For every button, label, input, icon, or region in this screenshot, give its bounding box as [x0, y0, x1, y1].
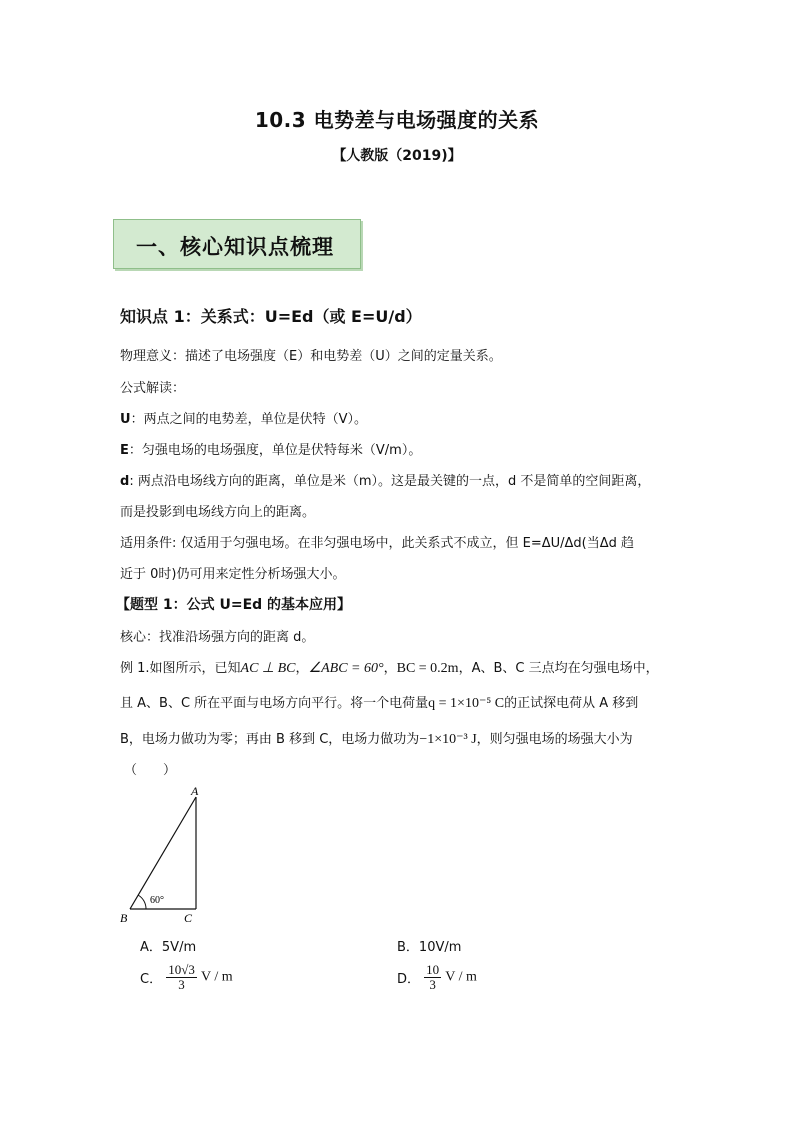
type1-title: 【题型 1：公式 U=Ed 的基本应用】	[116, 597, 352, 613]
option-d-fraction	[424, 963, 441, 992]
example-line1-a: 例 1.如图所示，已知	[120, 661, 241, 676]
option-d-label: D．	[397, 972, 421, 987]
section-banner-label: 一、核心知识点梳理	[136, 234, 334, 259]
option-d-unit: V / m	[445, 969, 477, 985]
example-line1-b: AC ⊥ BC	[240, 661, 296, 676]
example-line4: （ ）	[124, 763, 177, 778]
option-b-text: 10V/m	[418, 940, 462, 955]
example-line3-a: B，电场力做功为零；再由 B 移到 C，电场力做功为	[120, 732, 420, 747]
example-line2-a: 且 A、B、C 所在平面与电场方向平行。将一个电荷量	[120, 696, 429, 711]
example-line1-f: BC = 0.2m	[396, 661, 459, 676]
example-line3	[120, 728, 633, 748]
example-line1-g: ，A、B、C 三点均在匀强电场中，	[458, 661, 659, 676]
d-text-line1: : 两点沿电场线方向的距离，单位是米（m）。这是最关键的一点，d 不是简单的空间距离，	[129, 474, 651, 489]
option-a	[140, 936, 196, 955]
angle-label: 60°	[150, 895, 164, 906]
vertex-b-label: B	[120, 911, 128, 925]
document-subtitle: 【人教版（2019)】	[332, 148, 462, 164]
option-d	[397, 963, 477, 992]
option-d-denominator: 3	[429, 977, 436, 992]
conditions-line2: 近于 0时)仍可用来定性分析场强大小。	[120, 567, 346, 582]
option-a-text: 5V/m	[161, 940, 197, 955]
formula-intro: 公式解读：	[120, 381, 186, 396]
example-line3-b: −1×10⁻³ J	[419, 732, 477, 747]
option-d-numerator: 10	[426, 962, 440, 977]
option-c-label: C．	[140, 972, 163, 987]
option-c-fraction	[166, 963, 197, 992]
option-c-numerator: 10√3	[168, 962, 195, 977]
e-definition	[120, 439, 421, 458]
d-definition	[120, 470, 650, 489]
example-line1-d: ∠ABC = 60°	[308, 661, 384, 676]
option-b-label: B．	[397, 940, 419, 955]
example-line2-c: 的正试探电荷从 A 移到	[504, 696, 639, 711]
d-text-line2: 而是投影到电场线方向上的距离。	[120, 505, 316, 520]
example-line1	[120, 657, 659, 677]
option-b	[397, 936, 461, 955]
triangle-figure	[110, 780, 220, 925]
e-symbol: E	[120, 443, 129, 458]
option-a-label: A．	[140, 940, 162, 955]
core-text: 核心：找准沿场强方向的距离 d。	[120, 630, 315, 645]
d-symbol: d	[120, 474, 130, 489]
document-title: 10.3 电势差与电场强度的关系	[254, 108, 540, 132]
example-line1-c: ，	[295, 661, 309, 676]
option-c-unit: V / m	[201, 969, 233, 985]
example-line2	[120, 692, 638, 712]
example-line1-e: ，	[383, 661, 397, 676]
meaning-text: 物理意义：描述了电场强度（E）和电势差（U）之间的定量关系。	[120, 349, 502, 364]
section-banner	[113, 219, 361, 269]
option-c-denominator: 3	[178, 977, 185, 992]
conditions-line1: 适用条件: 仅适用于匀强电场。在非匀强电场中，此关系式不成立，但 E=ΔU/Δd(当Δd 趋	[120, 536, 635, 551]
edge-ab	[130, 797, 196, 909]
example-line2-b: q = 1×10⁻⁵ C	[428, 696, 505, 711]
knowledge-point-title: 知识点 1：关系式：U=Ed（或 E=U/d）	[120, 307, 422, 326]
angle-arc	[138, 895, 146, 909]
u-symbol: U	[120, 412, 131, 427]
example-line3-c: ，则匀强电场的场强大小为	[476, 732, 633, 747]
vertex-c-label: C	[184, 911, 193, 925]
vertex-a-label: A	[191, 784, 199, 798]
u-definition	[120, 408, 367, 427]
option-c	[140, 963, 233, 992]
e-text: ：匀强电场的电场强度，单位是伏特每米（V/m）。	[128, 443, 422, 458]
u-text: ：两点之间的电势差，单位是伏特（V）。	[130, 412, 367, 427]
